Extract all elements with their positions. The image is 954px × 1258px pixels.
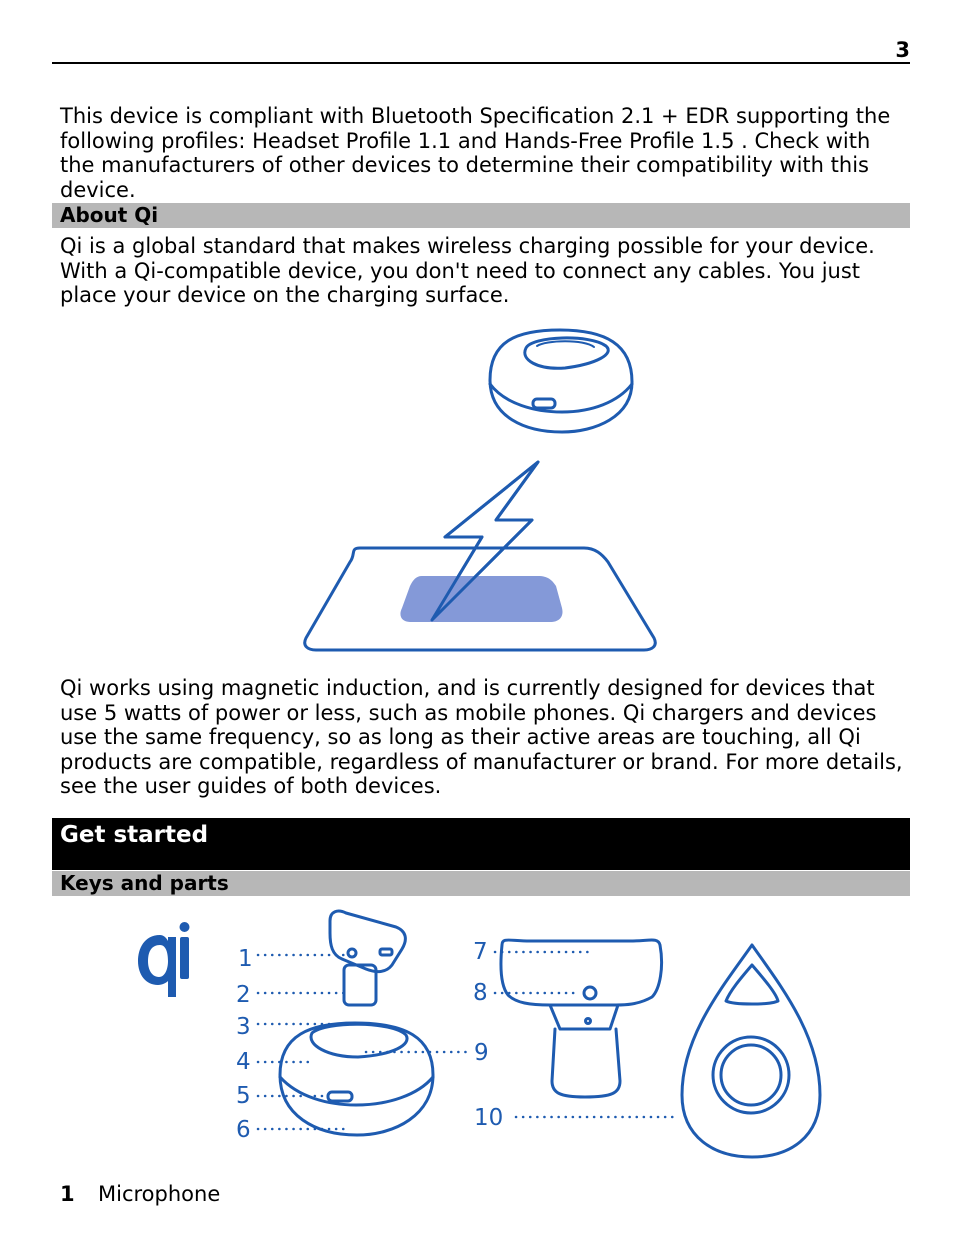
callout-3: 3 [236,1014,251,1040]
qi-charging-illustration [300,322,662,654]
keys-and-parts-heading: Keys and parts [52,871,910,896]
legend-label: Microphone [98,1182,221,1206]
callout-6: 6 [236,1117,251,1143]
about-qi-paragraph-2: Qi works using magnetic induction, and is currently designed for devices that use 5 watts of power or less, such as mobile phones. Qi chargers and devices use the same frequency, so as long as their active areas are touching, all Qi products are compatible, regardless of manufacturer or brand. For more details, see the user guides of both devices. [60,676,903,798]
dock-icon [280,1023,433,1135]
callout-10: 10 [474,1105,504,1131]
headset-icon [330,911,405,1005]
callout-8: 8 [473,980,488,1006]
callout-1: 1 [238,946,253,972]
legend-number: 1 [60,1182,75,1206]
headset-dock-icon [490,330,632,432]
qi-logo-icon [138,922,190,997]
about-qi-paragraph-1: Qi is a global standard that makes wireless charging possible for your device. With a Qi-compatible device, you don't need to connect any cables. You just place your device on the charging surface. [60,234,875,307]
intro-paragraph: This device is compliant with Bluetooth Specification 2.1 + EDR supporting the following profiles: Headset Profile 1.1 and Hands-Free Profile 1.5 . Check with the manufacturers of other devices to determine their compatibility with this device. [60,104,891,202]
headset-side-icon [501,940,662,1097]
legend-item [60,1182,220,1206]
callout-2: 2 [236,982,251,1008]
page-number: 3 [895,38,910,62]
callout-5: 5 [236,1083,251,1109]
callout-9: 9 [474,1040,489,1066]
callout-4: 4 [236,1049,251,1075]
callout-7: 7 [473,939,488,965]
top-rule [52,62,910,64]
get-started-heading: Get started [52,818,910,870]
about-qi-heading: About Qi [52,203,910,228]
pebble-icon [682,945,820,1157]
